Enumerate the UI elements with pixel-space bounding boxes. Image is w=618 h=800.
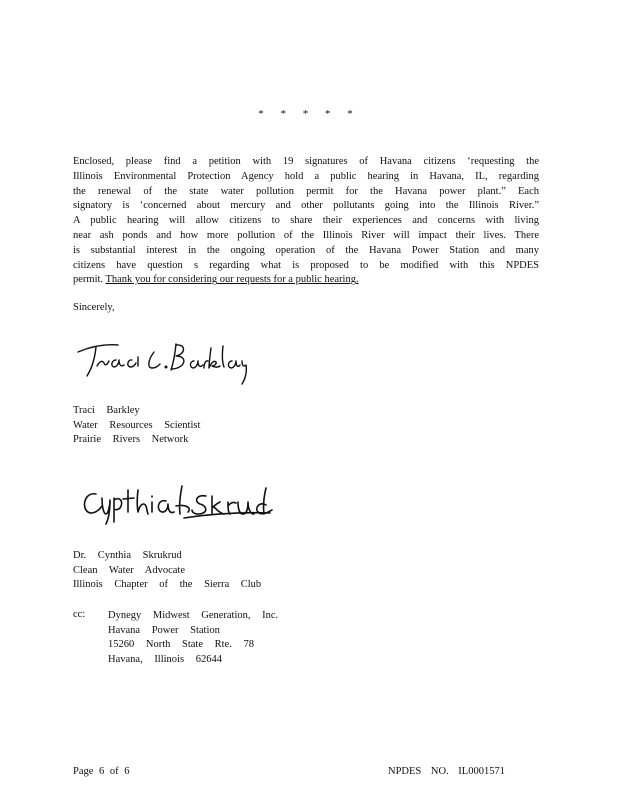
cc-line: Havana Power Station xyxy=(108,624,220,636)
body-line: citizens have question s regarding what is proposed to be modified with this NPDES xyxy=(73,259,539,271)
body-line-final-plain: permit. xyxy=(73,274,106,286)
signature-traci-barkley xyxy=(72,330,252,388)
body-line: signatory is ‘concerned about mercury and other pollutants going into the Illinois River.” xyxy=(73,200,539,212)
signature-cynthia-skrukrud xyxy=(80,484,276,528)
signer-title: Clean Water Advocate xyxy=(73,564,186,576)
body-line: near ash ponds and how more pollution of the Illinois River will impact their lives. There xyxy=(73,229,539,241)
signer-block-cynthia-skrukrud xyxy=(73,549,261,593)
hearing-request-underlined: Thank you for considering our requests for a public hearing. xyxy=(105,274,359,286)
signer-block-traci-barkley xyxy=(73,404,200,448)
signer-name: Dr. Cynthia Skrukrud xyxy=(73,550,182,561)
signer-organization: Prairie Rivers Network xyxy=(73,434,189,446)
signer-name: Traci Barkley xyxy=(73,405,140,416)
permit-number: NPDES NO. IL0001571 xyxy=(388,766,505,777)
cc-line: 15260 North State Rte. 78 xyxy=(108,639,254,651)
cc-address-block xyxy=(108,609,278,667)
section-separator: * * * * * xyxy=(258,108,360,120)
cc-line: Dynegy Midwest Generation, Inc. xyxy=(108,610,279,621)
cc-label: cc: xyxy=(73,609,86,620)
body-line-final xyxy=(73,273,539,288)
body-line: A public hearing will allow citizens to share their experiences and concerns with living xyxy=(73,215,539,227)
body-line: Enclosed, please find a petition with 19 signatures of Havana citizens ‘requesting the xyxy=(73,156,539,167)
body-paragraph xyxy=(73,155,539,288)
signer-title: Water Resources Scientist xyxy=(73,419,201,431)
cc-line: Havana, Illinois 62644 xyxy=(108,653,222,665)
body-line: is substantial interest in the ongoing operation of the Havana Power Station and many xyxy=(73,244,539,256)
signer-organization: Illinois Chapter of the Sierra Club xyxy=(73,579,262,591)
page-number: Page 6 of 6 xyxy=(73,766,130,777)
body-line: the renewal of the state water pollution permit for the Havana power plant.” Each xyxy=(73,185,539,197)
body-line: Illinois Environmental Protection Agency hold a public hearing in Havana, IL, regarding xyxy=(73,170,539,182)
closing: Sincerely, xyxy=(73,302,115,313)
